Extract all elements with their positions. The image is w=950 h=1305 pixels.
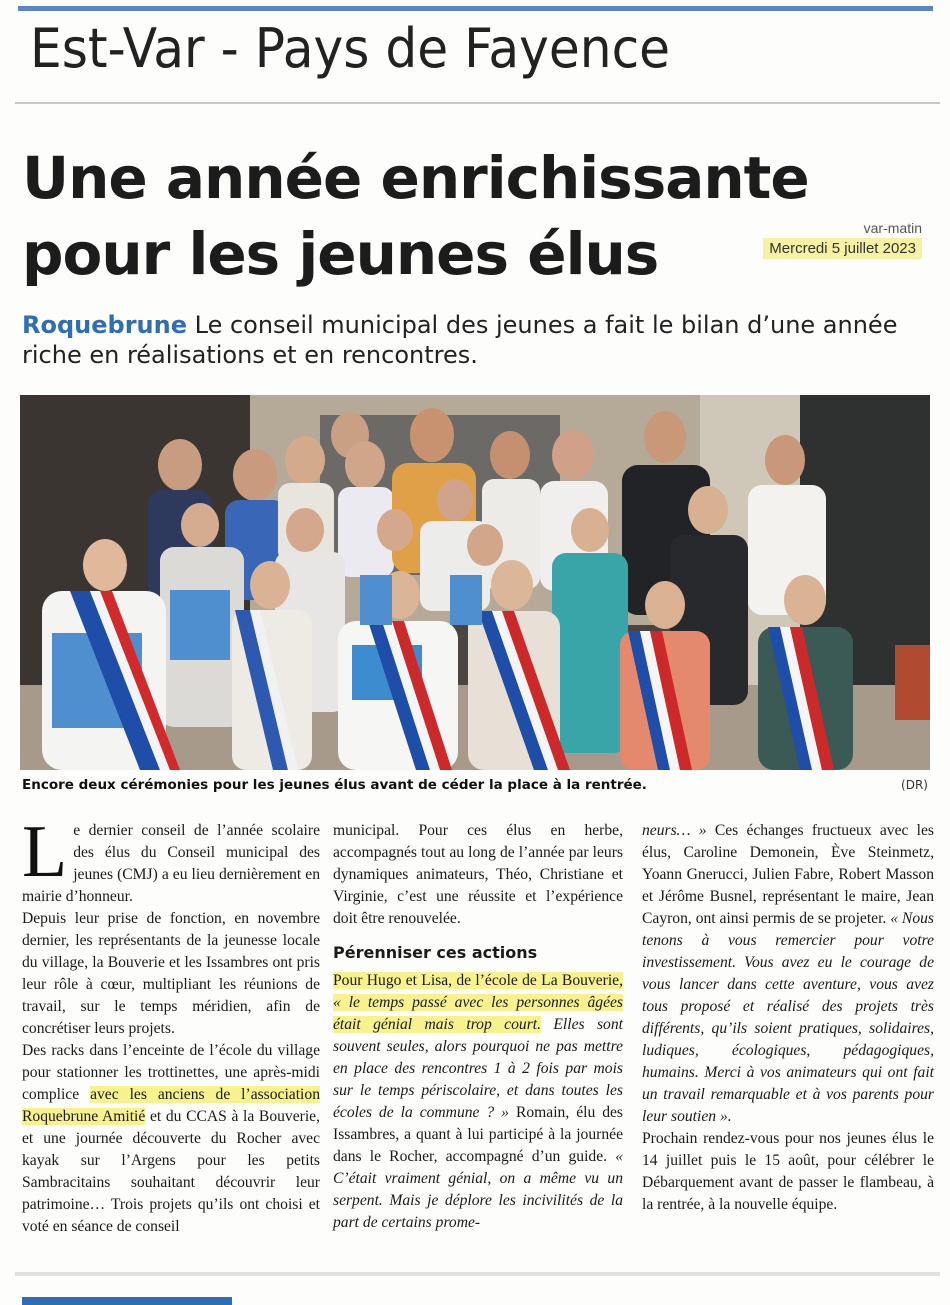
paragraph: e dernier conseil de l’année scolaire des élus du Conseil municipal des jeunes (CMJ) a eu lieu dernièrement en mairie d’honneur. xyxy=(22,822,320,905)
photo-caption: Encore deux cérémonies pour les jeunes élus avant de céder la place à la rentrée. xyxy=(22,777,647,793)
section-title: Est-Var - Pays de Fayence xyxy=(30,17,671,80)
header-divider xyxy=(15,102,940,104)
lede-text: Le conseil municipal des jeunes a fait le bilan d’une année riche en réalisations et en rencontres. xyxy=(22,311,898,369)
group-photo xyxy=(20,395,930,770)
source-name: var-matin xyxy=(863,220,922,236)
text-span: Ces échanges fructueux avec les élus, Caroline Demonein, Ève Steinmetz, Yoann Gnerucci, Julien Fabre, Robert Masson et Jérôme Busnel, représentant le maire, Jean Cayron, ont ainsi permis de se projeter. xyxy=(642,822,934,927)
paragraph: Depuis leur prise de fonction, en novembre dernier, les représentants de la jeunesse locale du village, la Bouverie et les Issambres ont pris leur rôle à cœur, multipliant les réunions de travail, sur le temps méridien, afin de concrétiser leurs projets. xyxy=(22,910,320,1037)
highlighted-text: Pour Hugo et Lisa, de l’école de La Bouverie, xyxy=(333,972,623,989)
drop-cap: L xyxy=(22,811,68,893)
paragraph xyxy=(642,820,934,1128)
quote-text: « C’était vraiment génial, on a même vu un serpent. Mais je déplore les incivilités de la part de certains prome- xyxy=(333,1148,623,1231)
article-column-1 xyxy=(22,811,320,1238)
quote-text: Elles sont souvent seules, alors pourquoi ne pas mettre en place des rencontres 1 à 2 fois par mois sur le temps périscolaire, et dans toutes les écoles de la commune ? » xyxy=(333,1016,623,1121)
text-span: Des racks dans l’enceinte de l’école du village pour stationner les trottinettes, une après-midi complice xyxy=(22,1042,320,1103)
article-lede xyxy=(22,310,902,370)
source-date: Mercredi 5 juillet 2023 xyxy=(763,238,922,259)
photo-credit: (DR) xyxy=(901,778,928,792)
paragraph xyxy=(22,1040,320,1238)
next-section-fragment xyxy=(22,1292,262,1305)
article-subheading: Pérenniser ces actions xyxy=(333,943,538,962)
source-stamp xyxy=(763,220,922,259)
paragraph: Prochain rendez-vous pour nos jeunes élus le 14 juillet puis le 15 août, pour célébrer le Débarquement avant de passer le flambeau, à la rentrée, à la nouvelle équipe. xyxy=(642,1130,934,1213)
paragraph: municipal. Pour ces élus en herbe, accompagnés tout au long de l’année par leurs dynamiques animateurs, Théo, Christiane et Virginie, c’est une réussite et l’expérience doit être renouvelée. xyxy=(333,822,623,927)
cut-off-heading xyxy=(22,1297,232,1305)
highlighted-quote: « le temps passé avec les personnes âgées était génial mais trop court. xyxy=(333,994,623,1033)
headline-line-2: pour les jeunes élus xyxy=(22,220,659,288)
bottom-divider xyxy=(15,1272,940,1276)
quote-text: neurs… » xyxy=(642,822,707,839)
text-span: Romain, élu des Issambres, a quant à lui participé à la journée dans le Rocher, accompagné d’un guide. xyxy=(333,1104,623,1165)
text-span: et du CCAS à la Bouverie, et une journée découverte du Rocher avec kayak sur l’Argens pour les petits Sambracitains souhaitant découvrir leur patrimoine… Trois projets qu’ils ont choisi et voté en séance de conseil xyxy=(22,1108,320,1235)
lede-kicker: Roquebrune xyxy=(22,311,187,339)
paragraph xyxy=(333,970,623,1234)
highlighted-text: avec les anciens de l’association Roquebrune Amitié xyxy=(22,1086,320,1125)
top-color-bar xyxy=(18,6,933,11)
headline-line-1: Une année enrichissante xyxy=(22,144,809,212)
article-column-3 xyxy=(642,820,934,1216)
quote-text: « Nous tenons à vous remercier pour votre investissement. Vous avez eu le courage de vous lancer dans cette aventure, vous avez tous proposé et réalisé des projets très différents, qu’ils soient pratiques, solidaires, ludiques, écologiques, pédagogiques, humains. Merci à vos animateurs qui ont fait un travail remarquable et à vos parents pour leur soutien ». xyxy=(642,910,934,1125)
article-headline xyxy=(22,140,809,292)
article-column-2 xyxy=(333,820,623,1234)
